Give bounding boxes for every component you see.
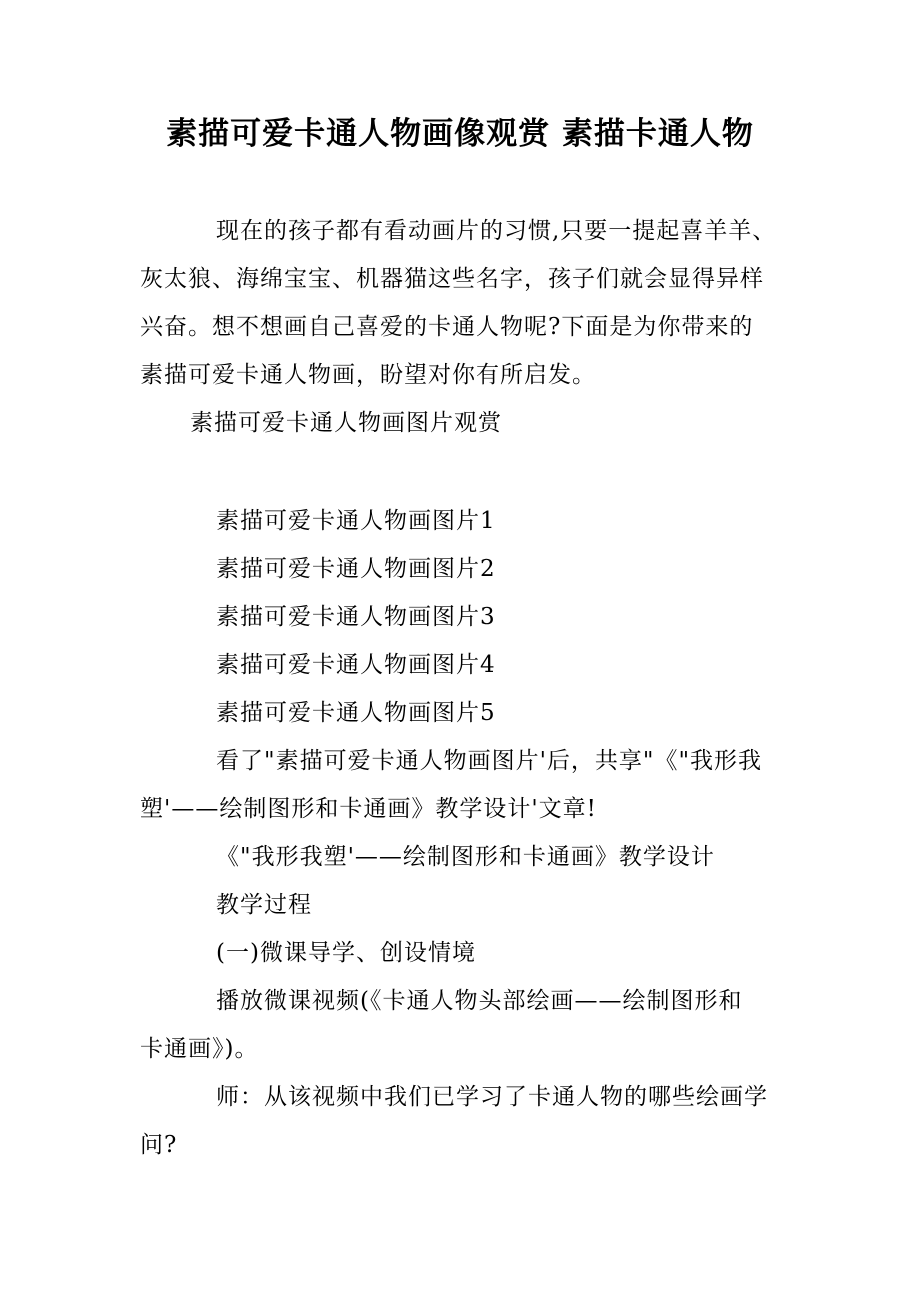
paragraph-line: 兴奋。想不想画自己喜爱的卡通人物呢?下面是为你带来的 [140, 314, 754, 340]
paragraph-line: 素描可爱卡通人物画，盼望对你有所启发。 [140, 362, 596, 388]
image-caption: 素描可爱卡通人物画图片4 [216, 652, 496, 678]
paragraph-line: 现在的孩子都有看动画片的习惯,只要一提起喜羊羊、 [216, 218, 777, 244]
section-heading: 教学过程 [216, 892, 312, 918]
image-caption: 素描可爱卡通人物画图片1 [216, 508, 496, 534]
image-caption: 素描可爱卡通人物画图片3 [216, 604, 496, 630]
paragraph-line: 播放微课视频(《卡通人物头部绘画——绘制图形和 [216, 988, 743, 1014]
subsection-heading: (一)微课导学、创设情境 [216, 940, 476, 966]
paragraph-line: 卡通画》)。 [140, 1036, 259, 1062]
paragraph-line: 问? [140, 1132, 178, 1158]
paragraph-line: 师：从该视频中我们已学习了卡通人物的哪些绘画学 [216, 1084, 768, 1110]
paragraph-line: 看了"素描可爱卡通人物画图片'后，共享"《"我形我 [216, 748, 763, 774]
paragraph-line: 灰太狼、海绵宝宝、机器猫这些名字，孩子们就会显得异样 [140, 266, 764, 292]
document-title: 素描可爱卡通人物画像观赏 素描卡通人物 [166, 116, 754, 152]
article-title-line: 《"我形我塑'——绘制图形和卡通画》教学设计 [216, 844, 715, 870]
image-caption: 素描可爱卡通人物画图片2 [216, 556, 496, 582]
section-heading: 素描可爱卡通人物画图片观赏 [190, 410, 502, 436]
image-caption: 素描可爱卡通人物画图片5 [216, 700, 496, 726]
paragraph-line: 塑'——绘制图形和卡通画》教学设计'文章! [140, 796, 597, 822]
